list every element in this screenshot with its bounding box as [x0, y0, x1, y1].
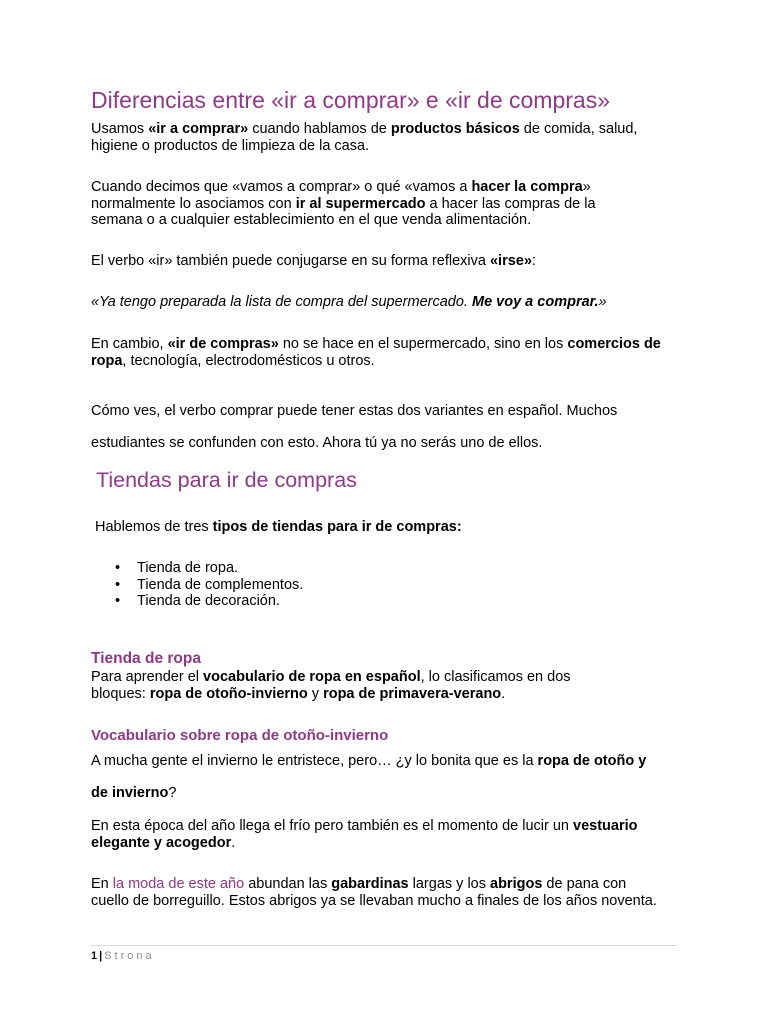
paragraph-vocabulario-ropa: Para aprender el vocabulario de ropa en español, lo clasificamos en dos bloques: ropa de otoño-invierno y ropa de primavera-verano. [91, 669, 571, 702]
paragraph-ir-de-compras: En cambio, «ir de compras» no se hace en el supermercado, sino en los comercios de ropa, tecnología, electrodomésticos u otros. [91, 336, 661, 369]
bullet-icon: • [115, 593, 121, 609]
moda-link[interactable]: la moda de este año [112, 876, 245, 892]
bullet-icon: • [115, 560, 121, 576]
subheading-tienda-ropa: Tienda de ropa [91, 650, 201, 667]
example-quote: «Ya tengo preparada la lista de compra del supermercado. Me voy a comprar.» [91, 294, 607, 310]
store-types-list [91, 560, 303, 610]
footer-page-word: Strona [104, 950, 155, 962]
bullet-icon: • [115, 576, 121, 593]
paragraph-ir-a-comprar: Usamos «ir a comprar» cuando hablamos de productos básicos de comida, salud, higiene o productos de limpieza de la casa. [91, 121, 638, 154]
paragraph-moda: En la moda de este año abundan las gabardinas largas y los abrigos de pana con cuello de borreguillo. Estos abrigos ya se llevaban mucho a finales de los años noventa. [91, 876, 657, 909]
subheading-vocabulario-otono-invierno: Vocabulario sobre ropa de otoño-invierno [91, 727, 389, 744]
footer-divider [91, 945, 677, 946]
paragraph-irse: El verbo «ir» también puede conjugarse en su forma reflexiva «irse»: [91, 253, 536, 269]
paragraph-conclusion: Cómo ves, el verbo comprar puede tener estas dos variantes en español. Muchos estudiantes se confunden con esto. Ahora tú ya no serás uno de ellos. [91, 403, 618, 451]
page-number: 1 [91, 950, 98, 962]
section-heading-tiendas: Tiendas para ir de compras [96, 468, 357, 492]
paragraph-invierno: A mucha gente el invierno le entristece, pero… ¿y lo bonita que es la ropa de otoño y de invierno? [91, 753, 647, 801]
footer-separator: | [99, 950, 103, 962]
list-item: • Tienda de complementos. [115, 576, 304, 593]
paragraph-tipos-tiendas: Hablemos de tres tipos de tiendas para ir de compras: [95, 519, 462, 535]
paragraph-vestuario: En esta época del año llega el frío pero también es el momento de lucir un vestuario elegante y acogedor. [91, 818, 638, 851]
main-heading: Diferencias entre «ir a comprar» e «ir de compras» [91, 87, 611, 113]
list-item: • Tienda de ropa. [115, 560, 239, 576]
list-item: • Tienda de decoración. [115, 593, 280, 609]
page-footer [91, 949, 155, 963]
paragraph-hacer-la-compra: Cuando decimos que «vamos a comprar» o qué «vamos a hacer la compra» normalmente lo asociamos con ir al supermercado a hacer las compras de la semana o a cualquier establecimiento en el que venda alimentación. [91, 179, 596, 228]
